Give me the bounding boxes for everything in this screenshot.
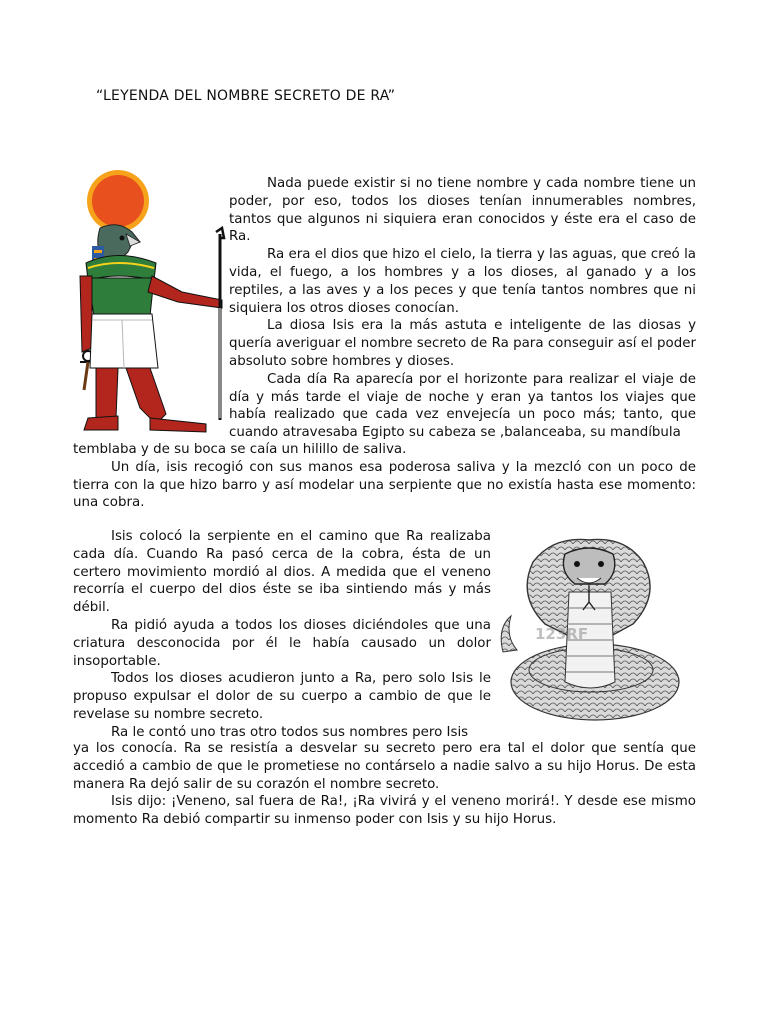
paragraph-gods-came: Todos los dioses acudieron junto a Ra, pero solo Isis le propuso expulsar el dolor de su cuerpo a cambio de que le revelase su nombre secreto. bbox=[73, 671, 491, 722]
text-block-1 bbox=[229, 175, 696, 442]
document-title: “LEYENDA DEL NOMBRE SECRETO DE RA” bbox=[96, 88, 396, 104]
paragraph-ending: Isis dijo: ¡Veneno, sal fuera de Ra!, ¡Ra vivirá y el veneno morirá!. Y desde ese mismo momento Ra debió compartir su inmenso poder con Isis y su hijo Horus. bbox=[73, 794, 696, 828]
watermark-text: 123RF bbox=[535, 625, 589, 643]
paragraph-intro: Nada puede existir si no tiene nombre y cada nombre tiene un poder, por eso, todos los dioses tenían innumerables nombres, tantos que algunos ni siquiera eran conocidos y éste era el caso de Ra. bbox=[229, 176, 696, 245]
ra-god-illustration bbox=[70, 168, 230, 436]
paragraph-bite: Isis colocó la serpiente en el camino que Ra realizaba cada día. Cuando Ra pasó cerca de la cobra, ésta de un certero movimiento mordió al dios. A medida que el veneno recorría el cuerpo del dios éste se iba sintiendo más y más débil. bbox=[73, 529, 491, 616]
paragraph-journey-cont: temblaba y de su boca se caía un hilillo de saliva. bbox=[73, 442, 407, 457]
paragraph-ra-creator: Ra era el dios que hizo el cielo, la tierra y las aguas, que creó la vida, el fuego, a los hombres y a los dioses, al ganado y a los reptiles, a las aves y a los peces y que tenía tantos nombres que ni siquiera los otros dioses conocían. bbox=[229, 247, 696, 316]
paragraph-saliva: Un día, isis recogió con sus manos esa poderosa saliva y la mezcló con un poco de tierra con la que hizo barro y así modelar una serpiente que no existía hasta ese momento: una cobra. bbox=[73, 459, 696, 511]
paragraph-isis: La diosa Isis era la más astuta e inteligente de las diosas y quería averiguar el nombre secreto de Ra para conseguir así el poder absoluto sobre hombres y dioses. bbox=[229, 318, 696, 369]
text-block-4 bbox=[73, 740, 696, 829]
paragraph-journey: Cada día Ra aparecía por el horizonte para realizar el viaje de día y más tarde el viaje de noche y eran ya tantos los viajes que había realizado que cada vez envejecía un poco más; tanto, que cuando atravesaba Egipto su cabeza se ,balanceaba, su mandíbula bbox=[229, 371, 696, 441]
text-block-2 bbox=[73, 441, 696, 512]
paragraph-secret-revealed: ya los conocía. Ra se resistía a desvelar su secreto pero era tal el dolor que sentía que accedió a cambio de que le prometiese no contárselo a nadie salvo a su hijo Horus. De esta manera Ra dejó salir de su corazón el nombre secreto. bbox=[73, 741, 696, 792]
paragraph-help: Ra pidió ayuda a todos los dioses diciéndoles que una criatura desconocida por él le había causado un dolor insoportable. bbox=[73, 617, 491, 669]
text-block-3 bbox=[73, 528, 491, 742]
paragraph-names: Ra le contó uno tras otro todos sus nombres pero Isis bbox=[111, 724, 469, 740]
